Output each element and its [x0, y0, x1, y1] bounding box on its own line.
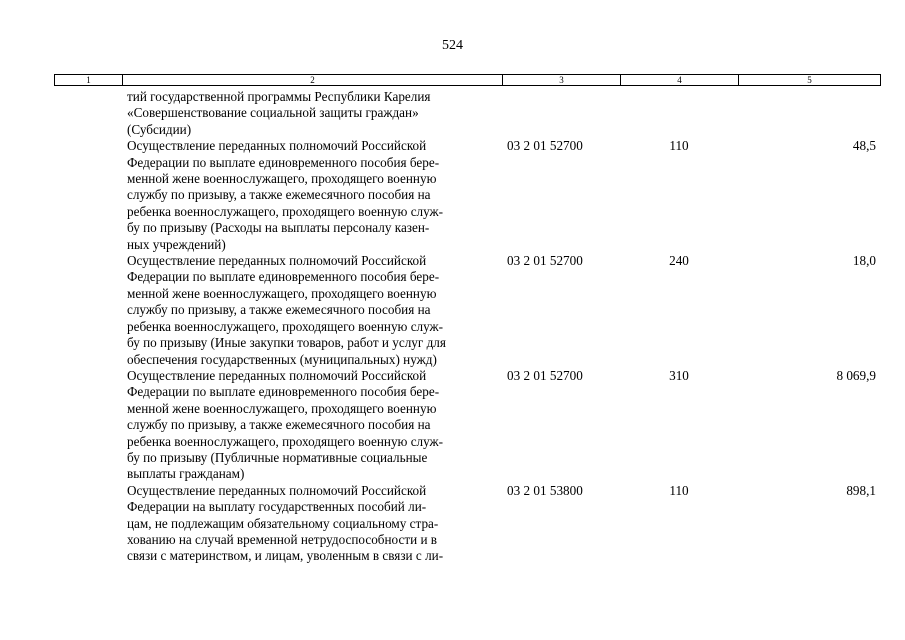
row-description [127, 368, 507, 483]
column-header-4: 4 [621, 75, 739, 86]
table-row [0, 368, 905, 483]
row-description [127, 138, 507, 253]
description-line: менной жене военнослужащего, проходящего военную [127, 285, 437, 301]
expense-type-code: 240 [669, 253, 689, 269]
page-number: 524 [442, 38, 463, 53]
expense-type-code: 310 [669, 367, 689, 383]
description-line: цам, не подлежащим обязательному социальному стра- [127, 515, 439, 531]
description-line: бу по призыву (Расходы на выплаты персоналу казен- [127, 220, 430, 236]
description-line: ребенка военнослужащего, проходящего военную служ- [127, 203, 444, 219]
description-line: бу по призыву (Иные закупки товаров, работ и услуг для [127, 335, 446, 351]
column-header-2: 2 [123, 75, 503, 86]
table-row [0, 89, 905, 138]
description-line: бу по призыву (Публичные нормативные социальные [127, 449, 428, 465]
row-description [127, 253, 507, 368]
target-article-code: 03 2 01 53800 [507, 482, 583, 498]
amount-value: 8 069,9 [836, 367, 876, 383]
description-line: службу по призыву, а также ежемесячного пособия на [127, 187, 431, 203]
description-line: Федерации по выплате единовременного пособия бере- [127, 154, 440, 170]
table-row [0, 253, 905, 368]
description-line: хованию на случай временной нетрудоспособности и в [127, 531, 438, 547]
column-header-row [55, 75, 881, 86]
expense-type-code: 110 [669, 482, 689, 498]
description-line: Федерации по выплате единовременного пособия бере- [127, 384, 440, 400]
target-article-code: 03 2 01 52700 [507, 138, 583, 154]
description-line: Федерации по выплате единовременного пособия бере- [127, 269, 440, 285]
description-line: тий государственной программы Республики Карелия [127, 89, 431, 104]
description-line: ребенка военнослужащего, проходящего военную служ- [127, 433, 444, 449]
description-line: связи с материнством, и лицам, уволенным в связи с ли- [127, 548, 444, 564]
column-header-1: 1 [55, 75, 123, 86]
description-line: ребенка военнослужащего, проходящего военную служ- [127, 318, 444, 334]
amount-value: 898,1 [846, 482, 876, 498]
description-line: (Субсидии) [127, 121, 192, 137]
column-header-table [54, 74, 881, 86]
description-line: Осуществление переданных полномочий Российской [127, 482, 427, 498]
description-line: Осуществление переданных полномочий Российской [127, 253, 427, 269]
table-row [0, 483, 905, 565]
description-line: «Совершенствование социальной защиты граждан» [127, 105, 419, 121]
description-line: Осуществление переданных полномочий Российской [127, 367, 427, 383]
target-article-code: 03 2 01 52700 [507, 253, 583, 269]
amount-value: 48,5 [852, 138, 876, 154]
expense-type-code: 110 [669, 138, 689, 154]
column-header-3: 3 [503, 75, 621, 86]
description-line: обеспечения государственных (муниципальных) нужд) [127, 351, 437, 367]
row-description [127, 483, 507, 565]
target-article-code: 03 2 01 52700 [507, 367, 583, 383]
description-line: менной жене военнослужащего, проходящего военную [127, 400, 437, 416]
description-line: ных учреждений) [127, 236, 226, 252]
table-body [0, 89, 905, 565]
description-line: службу по призыву, а также ежемесячного пособия на [127, 302, 431, 318]
row-description [127, 89, 507, 138]
description-line: Осуществление переданных полномочий Российской [127, 138, 427, 154]
description-line: выплаты гражданам) [127, 466, 245, 482]
description-line: службу по призыву, а также ежемесячного пособия на [127, 417, 431, 433]
amount-value: 18,0 [852, 253, 876, 269]
description-line: Федерации на выплату государственных пособий ли- [127, 499, 427, 515]
description-line: менной жене военнослужащего, проходящего военную [127, 171, 437, 187]
column-header-5: 5 [739, 75, 881, 86]
table-row [0, 138, 905, 253]
